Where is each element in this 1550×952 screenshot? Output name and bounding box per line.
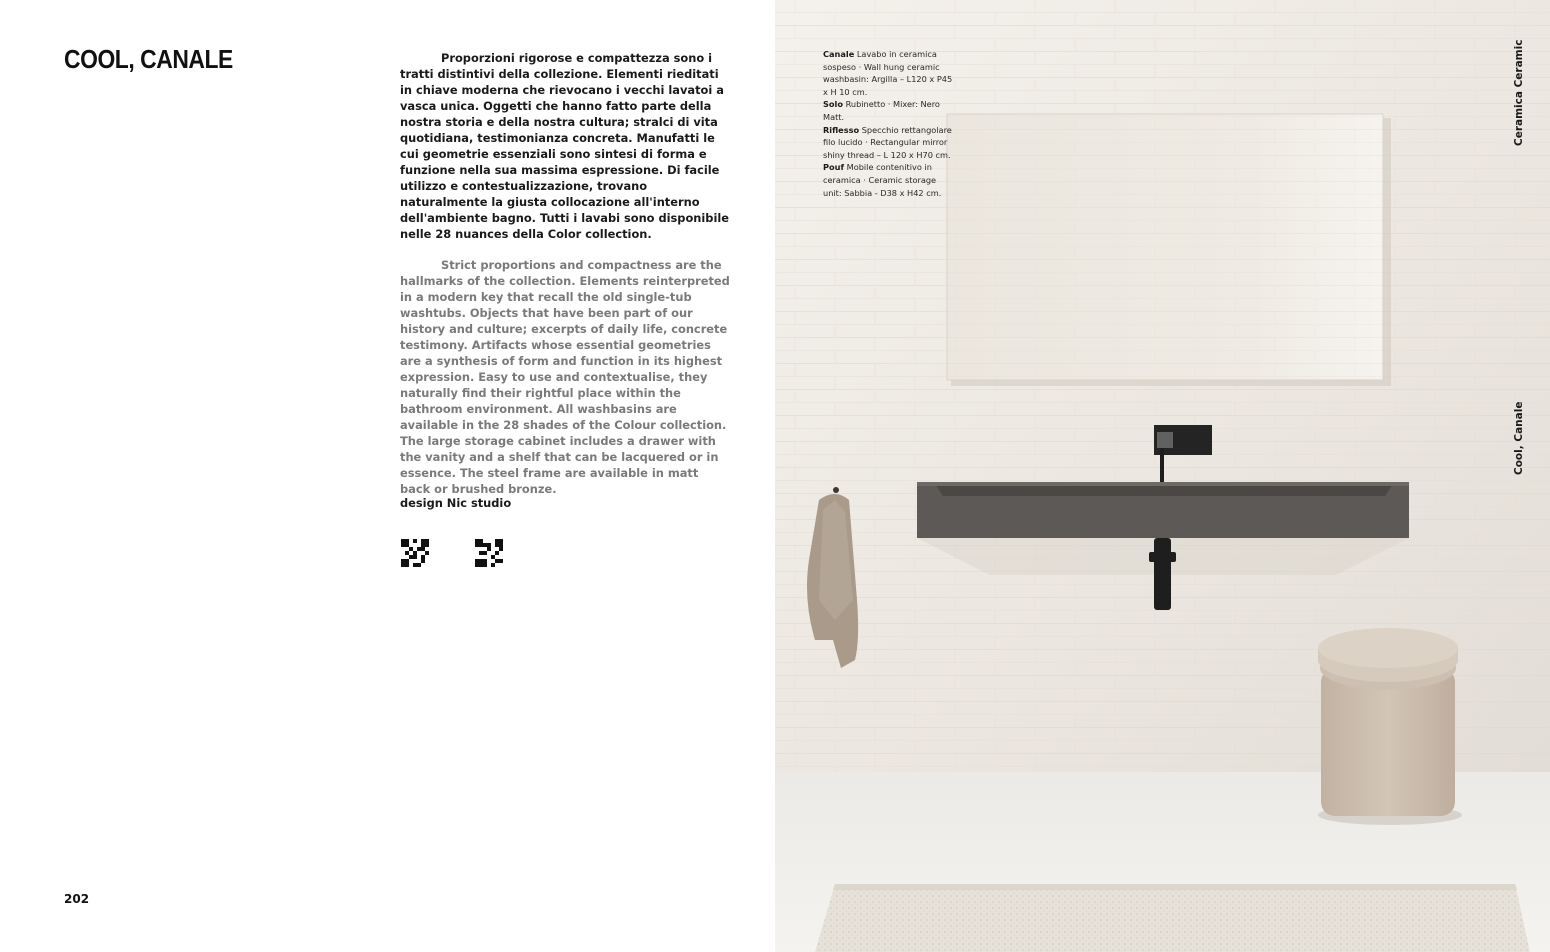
description-english: Strict proportions and compactness are the hallmarks of the collection. Elements reinterpreted in a modern key that recall the old single-tub washtubs. Objects that have been part of our history and culture; excerpts of daily life, concrete testimony. Artifacts whose essential geometries are a synthesis of form and function in its highest expression. Easy to use and contextualise, they naturally find their rightful place within the bathroom environment. All washbasins are available in the 28 shades of the Colour collection. The large storage cabinet includes a drawer with the vanity and a shelf that can be lacquered or in essence. The steel frame are available in matt back or brushed bronze.: [400, 258, 730, 496]
section-label: Ceramica Ceramic: [1513, 39, 1525, 146]
product-caption: [823, 48, 953, 199]
caption-item-riflesso: [823, 124, 953, 162]
caption-item-solo: [823, 98, 953, 123]
description-italian: Proporzioni rigorose e compattezza sono i tratti distintivi della collezione. Elementi rieditati in chiave moderna che rievocano i vecchi lavatoi a vasca unica. Oggetti che hanno fatto parte della nostra storia e della nostra cultura; stralci di vita quotidiana, testimonianza concreta. Manufatti le cui geometrie essenziali sono sintesi di forma e funzione nella sua massima espressione. Di facile utilizzo e contestualizzazione, trovano naturalmente la giusta collocazione all'interno dell'ambiente bagno. Tutti i lavabi sono disponibile nelle 28 nuances della Color collection.: [400, 51, 729, 241]
qr-code-icon[interactable]: [475, 539, 503, 567]
qr-code-icon[interactable]: [401, 539, 429, 567]
caption-item-name: Canale: [823, 49, 855, 59]
page-number: 202: [64, 892, 90, 906]
designer-credit: design Nic studio: [400, 496, 512, 510]
caption-item-text: Rubinetto · Mixer: Nero Matt.: [823, 99, 940, 122]
caption-item-name: Pouf: [823, 162, 845, 173]
caption-item-text: Specchio rettangolare filo lucido · Rectangular mirror shiny thread – L 120 x H70 cm.: [823, 124, 952, 160]
collection-label: Cool, Canale: [1513, 401, 1525, 475]
caption-item-pouf: [823, 161, 953, 199]
page-title: COOL, CANALE: [64, 44, 233, 74]
caption-item-name: Solo: [823, 99, 843, 110]
caption-item-canale: [823, 48, 953, 98]
caption-item-text: Mobile contenitivo in ceramica · Ceramic storage unit: Sabbia - D38 x H42 cm.: [823, 162, 942, 198]
caption-item-text: Lavabo in ceramica sospeso · Wall hung ceramic washbasin: Argilla – L120 x P45 x H 10 cm.: [823, 49, 953, 97]
caption-item-name: Riflesso: [823, 124, 860, 135]
